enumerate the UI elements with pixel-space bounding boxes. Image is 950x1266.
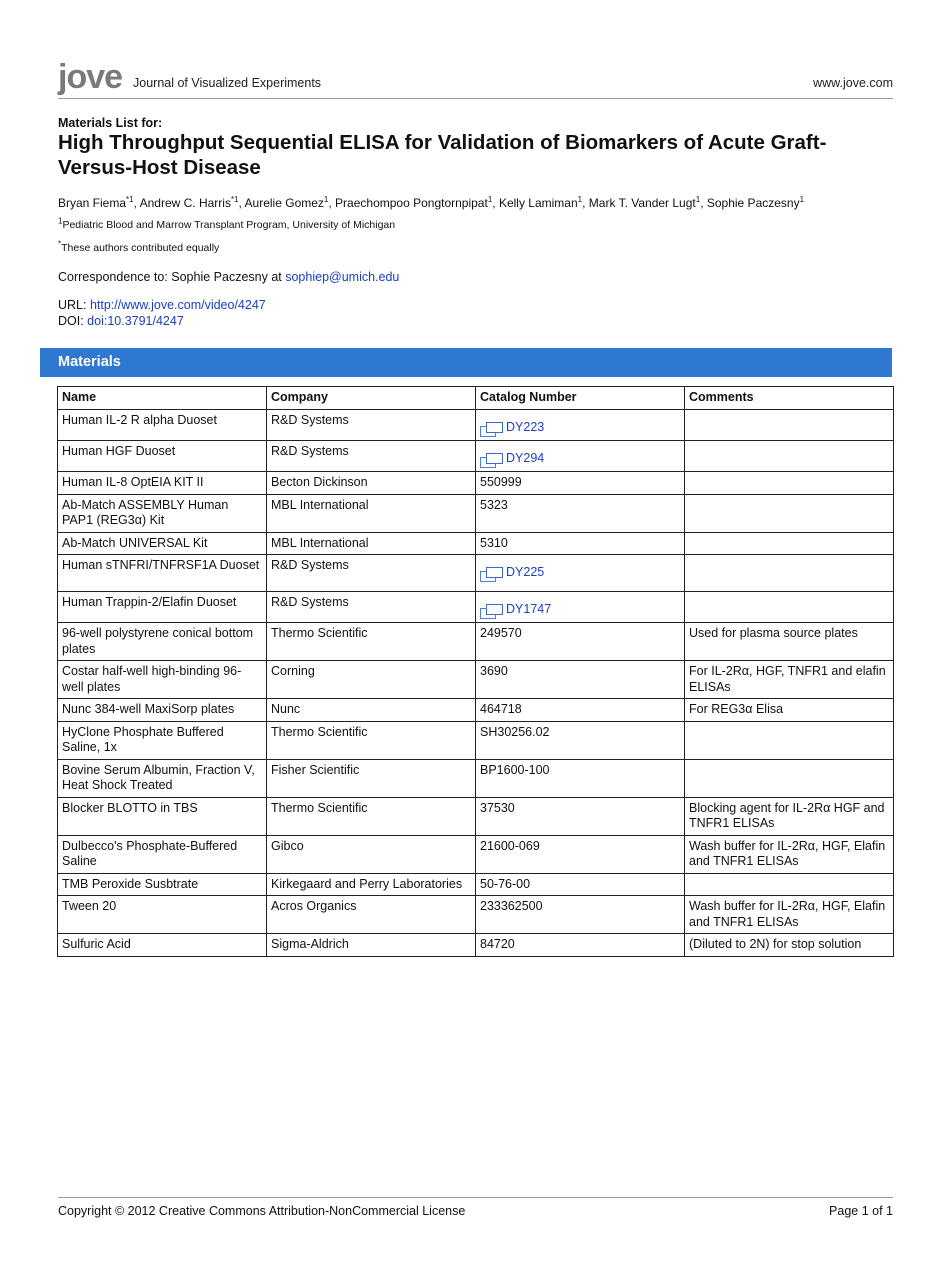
materials-section-title: Materials <box>58 354 121 370</box>
table-row <box>58 661 894 699</box>
cell-comments: For REG3α Elisa <box>685 699 894 722</box>
table-row <box>58 835 894 873</box>
cell-comments <box>685 494 894 532</box>
cell-catalog <box>476 592 685 623</box>
cell-name: Ab-Match UNIVERSAL Kit <box>58 532 267 555</box>
catalog-number: DY225 <box>506 565 545 579</box>
cell-comments: Used for plasma source plates <box>685 623 894 661</box>
author-list: Bryan Fiema$^{*1}$, Andrew C. Harris$^{*1}$, Aurelie Gomez$^1$, Praechompoo Pongtornpipat$^1$, Kelly Lamiman$^1$, Mark T. Vander Lugt$^1$, Sophie Paczesny$^1$ <box>58 195 805 210</box>
table-row <box>58 721 894 759</box>
cell-company: Sigma-Aldrich <box>267 934 476 957</box>
table-row <box>58 759 894 797</box>
cell-name: Sulfuric Acid <box>58 934 267 957</box>
cell-catalog <box>476 472 685 495</box>
cell-catalog <box>476 494 685 532</box>
table-row <box>58 873 894 896</box>
materials-section-bar <box>40 348 892 377</box>
table-row <box>58 592 894 623</box>
correspondence <box>58 270 399 284</box>
author-affiliation-mark: 1 <box>487 195 493 204</box>
catalog-number: 233362500 <box>480 899 543 913</box>
cell-name: Human Trappin-2/Elafin Duoset <box>58 592 267 623</box>
table-row <box>58 797 894 835</box>
journal-name: Journal of Visualized Experiments <box>133 76 322 90</box>
url-link[interactable]: http://www.jove.com/video/4247 <box>89 298 266 312</box>
catalog-number: 37530 <box>480 800 515 815</box>
table-row <box>58 441 894 472</box>
doi-link[interactable]: doi:10.3791/4247 <box>87 314 184 328</box>
correspondence-email[interactable]: sophiep@umich.edu <box>285 270 400 284</box>
cell-catalog <box>476 532 685 555</box>
catalog-number: DY294 <box>506 451 545 465</box>
cell-company: MBL International <box>267 532 476 555</box>
cell-comments: Blocking agent for IL-2Rα HGF and TNFR1 ELISAs <box>685 797 894 835</box>
cell-comments: Wash buffer for IL-2Rα, HGF, Elafin and TNFR1 ELISAs <box>685 896 894 934</box>
cell-comments: (Diluted to 2N) for stop solution <box>685 934 894 957</box>
cell-company: Acros Organics <box>267 896 476 934</box>
cell-company: Nunc <box>267 699 476 722</box>
column-header-catalog: Catalog Number <box>476 387 685 410</box>
catalog-link[interactable] <box>480 444 544 467</box>
cell-company: R&D Systems <box>267 592 476 623</box>
catalog-number: 464718 <box>480 702 522 716</box>
cell-name: Nunc 384-well MaxiSorp plates <box>58 699 267 722</box>
catalog-number: DY1747 <box>506 602 552 616</box>
url-label: URL: <box>58 298 90 312</box>
cell-company: Corning <box>267 661 476 699</box>
cell-name: Blocker BLOTTO in TBS <box>58 797 267 835</box>
catalog-link[interactable] <box>480 558 544 581</box>
table-row <box>58 532 894 555</box>
cell-company: Gibco <box>267 835 476 873</box>
table-header-row <box>58 387 894 410</box>
cell-company: Thermo Scientific <box>267 623 476 661</box>
note-mark: * <box>58 239 62 249</box>
table-row <box>58 494 894 532</box>
note-text: These authors contributed equally <box>61 242 220 254</box>
author-affiliation-mark: 1 <box>323 195 329 204</box>
external-link-icon <box>480 567 504 581</box>
cell-comments <box>685 441 894 472</box>
column-header-company: Company <box>267 387 476 410</box>
cell-catalog <box>476 623 685 661</box>
jove-logo[interactable]: jove <box>58 58 123 96</box>
article-url <box>58 298 266 312</box>
cell-name: HyClone Phosphate Buffered Saline, 1x <box>58 721 267 759</box>
article-title: High Throughput Sequential ELISA for Validation of Biomarkers of Acute Graft-Versus-Host Disease <box>58 131 827 179</box>
author-affiliation-mark: 1 <box>799 195 805 204</box>
external-link-icon <box>480 453 504 467</box>
cell-name: Tween 20 <box>58 896 267 934</box>
author-name: Andrew C. Harris <box>139 196 231 210</box>
cell-comments <box>685 873 894 896</box>
column-header-comments: Comments <box>685 387 894 410</box>
author-affiliation-mark: 1 <box>695 195 701 204</box>
author-name: Sophie Paczesny <box>706 196 800 210</box>
catalog-number: 50-76-00 <box>480 876 531 891</box>
cell-name: TMB Peroxide Susbtrate <box>58 873 267 896</box>
cell-comments: Wash buffer for IL-2Rα, HGF, Elafin and TNFR1 ELISAs <box>685 835 894 873</box>
external-link-icon <box>480 604 504 618</box>
table-row <box>58 410 894 441</box>
doi-label: DOI: <box>58 314 88 328</box>
catalog-number: SH30256.02 <box>480 724 550 739</box>
cell-comments <box>685 410 894 441</box>
article-doi <box>58 314 184 328</box>
cell-company: R&D Systems <box>267 410 476 441</box>
column-header-name: Name <box>58 387 267 410</box>
catalog-number: BP1600-100 <box>480 762 550 777</box>
catalog-number: 5310 <box>480 535 508 550</box>
cell-company: Fisher Scientific <box>267 759 476 797</box>
page-header <box>58 60 893 99</box>
cell-catalog <box>476 759 685 797</box>
cell-name: Costar half-well high-binding 96-well plates <box>58 661 267 699</box>
materials-table-body <box>58 410 894 957</box>
catalog-number: 5323 <box>480 497 508 512</box>
cell-catalog <box>476 835 685 873</box>
cell-name: Human IL-8 OptEIA KIT II <box>58 472 267 495</box>
cell-catalog <box>476 410 685 441</box>
site-link[interactable]: www.jove.com <box>813 76 893 90</box>
cell-comments <box>685 721 894 759</box>
cell-comments <box>685 759 894 797</box>
cell-company: Becton Dickinson <box>267 472 476 495</box>
cell-name: Human HGF Duoset <box>58 441 267 472</box>
cell-company: Thermo Scientific <box>267 721 476 759</box>
cell-company: Thermo Scientific <box>267 797 476 835</box>
table-row <box>58 699 894 722</box>
catalog-number: DY223 <box>506 420 545 434</box>
catalog-number: 550999 <box>480 475 522 489</box>
cell-company: Kirkegaard and Perry Laboratories <box>267 873 476 896</box>
cell-catalog <box>476 555 685 592</box>
table-row <box>58 896 894 934</box>
affiliation-mark: 1 <box>58 216 63 226</box>
affiliation <box>58 216 396 231</box>
materials-table <box>57 386 894 957</box>
catalog-number: 84720 <box>480 937 515 951</box>
cell-comments <box>685 592 894 623</box>
cell-name: Human IL-2 R alpha Duoset <box>58 410 267 441</box>
cell-name: Dulbecco's Phosphate-Buffered Saline <box>58 835 267 873</box>
cell-company: MBL International <box>267 494 476 532</box>
catalog-number: 249570 <box>480 626 522 640</box>
cell-name: Human sTNFRI/TNFRSF1A Duoset <box>58 555 267 592</box>
cell-catalog <box>476 441 685 472</box>
cell-catalog <box>476 661 685 699</box>
cell-name: 96-well polystyrene conical bottom plates <box>58 623 267 661</box>
author-affiliation-mark: *1 <box>126 195 134 204</box>
cell-comments <box>685 532 894 555</box>
page-footer <box>58 1197 893 1218</box>
affiliation-text: Pediatric Blood and Marrow Transplant Program, University of Michigan <box>62 219 396 231</box>
table-row <box>58 623 894 661</box>
cell-name: Bovine Serum Albumin, Fraction V, Heat Shock Treated <box>58 759 267 797</box>
materials-list-label: Materials List for: <box>58 116 163 130</box>
catalog-number: 21600-069 <box>480 838 540 853</box>
catalog-number: 3690 <box>480 664 508 678</box>
author-name: Mark T. Vander Lugt <box>588 196 696 210</box>
author-name: Bryan Fiema <box>58 196 127 210</box>
author-name: Aurelie Gomez <box>244 196 324 210</box>
cell-catalog <box>476 797 685 835</box>
table-row <box>58 555 894 592</box>
correspondence-label: Correspondence to: Sophie Paczesny at <box>58 270 286 284</box>
cell-catalog <box>476 721 685 759</box>
cell-catalog <box>476 699 685 722</box>
external-link-icon <box>480 422 504 436</box>
cell-comments: For IL-2Rα, HGF, TNFR1 and elafin ELISAs <box>685 661 894 699</box>
equal-contribution-note <box>58 239 220 254</box>
author-affiliation-mark: *1 <box>230 195 239 204</box>
catalog-link[interactable] <box>480 595 551 618</box>
table-row <box>58 472 894 495</box>
author-name: Kelly Lamiman <box>498 196 578 210</box>
cell-catalog <box>476 934 685 957</box>
copyright-notice: Copyright © 2012 Creative Commons Attribution-NonCommercial License <box>58 1204 466 1218</box>
cell-comments <box>685 472 894 495</box>
cell-catalog <box>476 873 685 896</box>
page-number: Page 1 of 1 <box>829 1204 893 1218</box>
cell-name: Ab-Match ASSEMBLY Human PAP1 (REG3α) Kit <box>58 494 267 532</box>
table-row <box>58 934 894 957</box>
author-affiliation-mark: 1 <box>577 195 583 204</box>
cell-company: R&D Systems <box>267 555 476 592</box>
catalog-link[interactable] <box>480 413 544 436</box>
cell-company: R&D Systems <box>267 441 476 472</box>
cell-comments <box>685 555 894 592</box>
author-name: Praechompoo Pongtornpipat <box>335 196 488 210</box>
cell-catalog <box>476 896 685 934</box>
